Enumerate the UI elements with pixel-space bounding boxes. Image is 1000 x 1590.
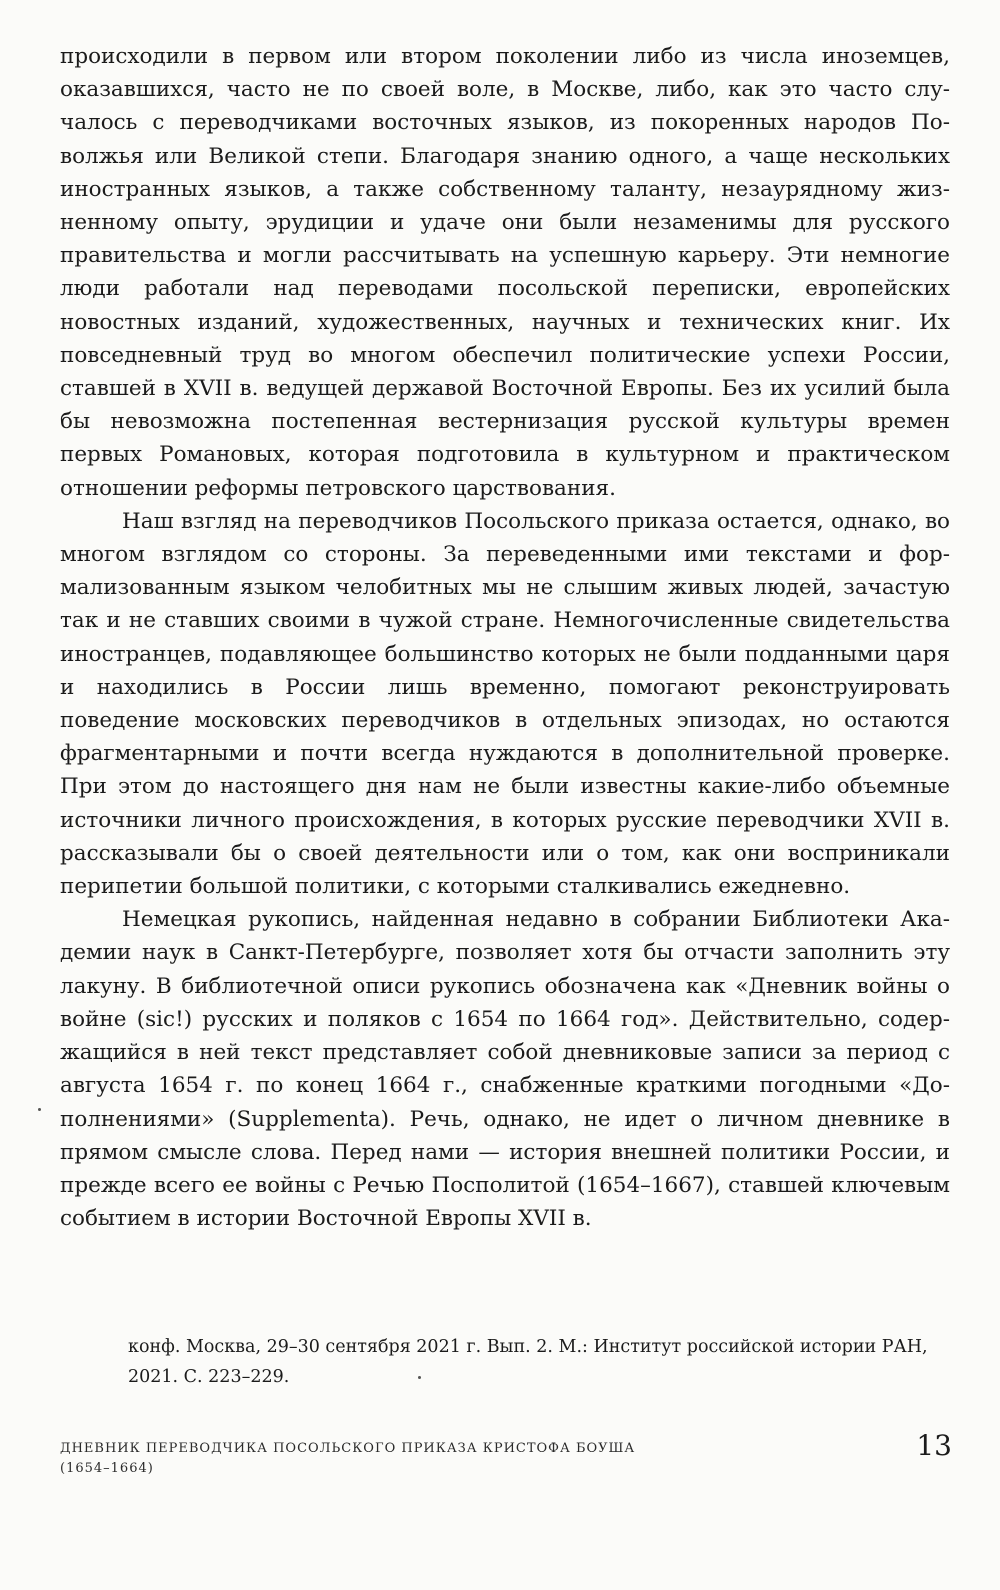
footnote: конф. Москва, 29–30 сентября 2021 г. Вып. 2. М.: Институт российской истории РАН, 2021. С. 223–229. <box>128 1337 928 1387</box>
running-head <box>60 1439 760 1479</box>
scan-speck <box>418 1376 421 1379</box>
paragraph-1: происходили в первом или втором поколении либо из числа иноземцев, оказавшихся, часто не по своей воле, в Москве, либо, как это часто случалось с переводчиками восточных языков, из покоренных народов Поволжья или Великой степи. Благодаря знанию одного, а чаще нескольких иностранных языков, а также собственному таланту, незаурядному жизненному опыту, эрудиции и удаче они были незаменимы для русского правительства и могли рассчитывать на успешную карьеру. Эти немногие люди работали над переводами посольской переписки, европейских новостных изданий, художественных, научных и технических книг. Их повседневный труд во многом обеспечил политические успехи России, ставшей в XVII в. ведущей державой Восточной Европы. Без их усилий была бы невозможна постепенная вестернизация русской культуры времен первых Романовых, которая подготовила в культурном и практическом отношении реформы петровского царствования. <box>60 44 950 501</box>
page-number: 13 <box>916 1429 952 1462</box>
scan-speck <box>38 1108 41 1111</box>
paragraph-3: Немецкая рукопись, найденная недавно в собрании Библиотеки Академии наук в Санкт-Петербурге, позволяет хотя бы отчасти заполнить эту лакуну. В библиотечной описи рукопись обозначена как «Дневник войны о войне (sic!) русских и поляков с 1654 по 1664 год». Действительно, содержащийся в ней текст представляет собой дневниковые записи за период с августа 1654 г. по конец 1664 г., снабженные краткими погодными «Дополнениями» (Supplementa). Речь, однако, не идет о личном дневнике в прямом смысле слова. Перед нами — история внешней политики России, и прежде всего ее войны с Речью Посполитой (1654–1667), ставшей ключевым событием в истории Восточной Европы XVII в. <box>60 907 950 1232</box>
running-head-years: (1654–1664) <box>60 1461 154 1476</box>
running-head-title: ДНЕВНИК ПЕРЕВОДЧИКА ПОСОЛЬСКОГО ПРИКАЗА КРИСТОФА БОУША <box>60 1441 636 1456</box>
paragraph-2: Наш взгляд на переводчиков Посольского приказа остается, однако, во многом взглядом со стороны. За переведенными ими текстами и формализованным языком челобитных мы не слышим живых людей, зачастую так и не ставших своими в чужой стране. Немногочисленные свидетельства иностранцев, подавляющее большинство которых не были подданными царя и находились в России лишь временно, помогают реконструировать поведение московских переводчиков в отдельных эпизодах, но остаются фрагментарными и почти всегда нуждаются в дополнительной проверке. При этом до настоящего дня нам не были известны какие-либо объемные источники личного происхождения, в которых русские переводчики XVII в. рассказывали бы о своей деятельности или о том, как они восприникали перипетии большой политики, с которыми сталкивались ежедневно. <box>60 508 950 900</box>
main-text <box>60 40 950 1235</box>
